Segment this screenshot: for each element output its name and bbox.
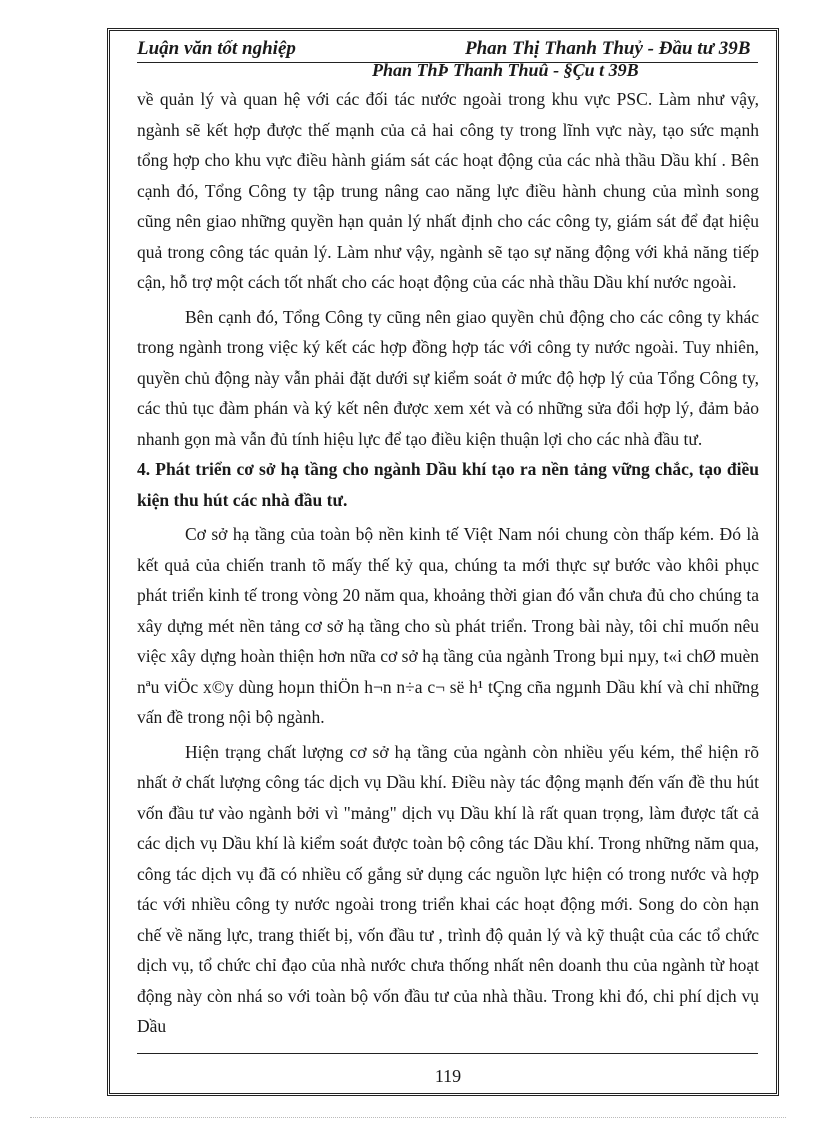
paragraph-4: Hiện trạng chất lượng cơ sở hạ tầng của ngành còn nhiều yếu kém, thể hiện rõ nhất ở chất lượng công tác dịch vụ Dầu khí. Điều này tác động mạnh đến vấn đề thu hút vốn đầu tư vào ngành bởi vì "mảng" dịch vụ Dầu khí là rất quan trọng, làm được tất cả các dịch vụ Dầu khí là kiểm soát được toàn bộ công tác Dầu khí. Trong những năm qua, công tác dịch vụ đã có nhiều cố gắng sử dụng các nguồn lực hiện có trong nước và hợp tác với nhiều công ty nước ngoài trong triển khai các hoạt động mới. Song do còn hạn chế về năng lực, trang thiết bị, vốn đầu tư , trình độ quản lý và kỹ thuật của các tổ chức dịch vụ, tổ chức chỉ đạo của nhà nước chưa thống nhất nên doanh thu của ngành từ hoạt động này còn nhá so với toàn bộ vốn đầu tư của nhà thầu. Trong khi đó, chi phí dịch vụ Dầu <box>137 741 759 1036</box>
paragraph-1: về quản lý và quan hệ với các đối tác nước ngoài trong khu vực PSC. Làm như vậy, ngành sẽ kết hợp được thế mạnh của cả hai công ty trong lĩnh vực này, tạo sức mạnh tổng hợp cho khu vực điều hành giám sát các hoạt động của các nhà thầu Dầu khí . Bên cạnh đó, Tổng Công ty tập trung nâng cao năng lực điều hành chung của mình song cũng nên giao những quyền hạn quản lý nhất định cho các công ty, giám sát để đạt hiệu quả trong công tác quản lý. Làm như vậy, ngành sẽ tạo sự năng động với khả năng tiếp cận, hỗ trợ một cách tốt nhất cho các hoạt động của các nhà thầu Dầu khí nước ngoài. <box>137 89 759 292</box>
header-thesis-label: Luận văn tốt nghiệp <box>137 38 296 59</box>
paragraph-2: Bên cạnh đó, Tổng Công ty cũng nên giao quyền chủ động cho các công ty khác trong ngành trong việc ký kết các hợp đồng hợp tác với công ty nước ngoài. Tuy nhiên, quyền chủ động này vẫn phải đặt dưới sự kiểm soát ở mức độ hợp lý của Tổng Công ty, các thủ tục đàm phán và ký kết nên được xem xét và có những sửa đổi hợp lý, đảm bảo nhanh gọn mà vẫn đủ tính hiệu lực để tạo điều kiện thuận lợi cho các nhà đầu tư. <box>137 306 759 449</box>
footer-rule <box>137 1053 758 1054</box>
header-author-garbled: Phan ThÞ Thanh Thuû - §Çu t 39B <box>372 60 639 80</box>
section-heading: 4. Phát triển cơ sở hạ tầng cho ngành Dầu khí tạo ra nền tảng vững chắc, tạo điều kiện thu hút các nhà đầu tư. <box>137 459 759 510</box>
header-author: Phan Thị Thanh Thuỷ - Đầu tư 39B <box>465 38 751 59</box>
document-body <box>137 84 759 1042</box>
paragraph-3: Cơ sở hạ tầng của toàn bộ nền kinh tế Việt Nam nói chung còn thấp kém. Đó là kết quả của chiến tranh tõ mấy thế kỷ qua, chúng ta mới thực sự bước vào khôi phục phát triển kinh tế trong vòng 20 năm qua, khoảng thời gian đó vẫn chưa đủ cho chúng ta xây dựng mét nền tảng cơ sở hạ tầng cho sù phát triển. Trong bài này, tôi chỉ muốn nêu việc xây dựng hoàn thiện hơn nữa cơ sở hạ tầng của ngành Trong bµi nµy, t«i chØ muèn nªu viÖc x©y dùng hoµn thiÖn h¬n n÷a c¬ së h¹ tÇng cña ngµnh Dầu khí và chỉ những vấn đề trong nội bộ ngành. <box>137 524 759 727</box>
bottom-dotted-rule <box>30 1117 786 1118</box>
page-number: 119 <box>434 1066 462 1086</box>
